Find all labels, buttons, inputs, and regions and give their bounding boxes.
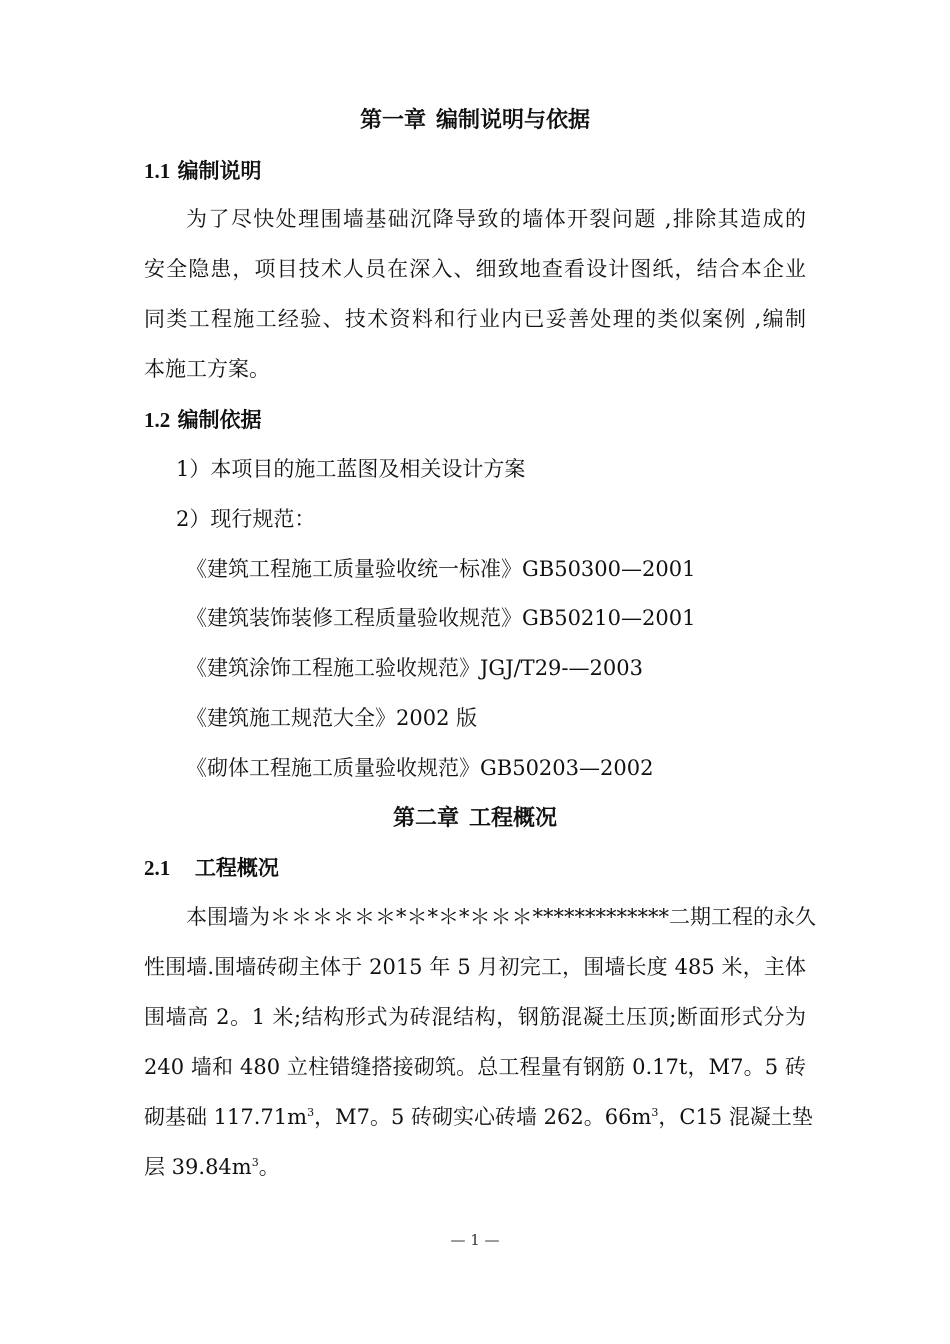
chapter-2-heading — [0, 807, 950, 829]
paragraph-2-line-2: 性围墙.围墙砖砌主体于 2015 年 5 月初完工，围墙长度 485 米，主体 — [144, 955, 806, 979]
paragraph-2-line-5-part-a: 砌基础 117.71m — [144, 1105, 308, 1129]
paragraph-1-line-1: 为了尽快处理围墙基础沉降导致的墙体开裂问题 ,排除其造成的 — [186, 207, 806, 231]
paragraph-2-line-3: 围墙高 2。1 米;结构形式为砖混结构，钢筋混凝土压顶;断面形式分为 — [144, 1005, 806, 1029]
section-1-1-heading — [144, 160, 262, 182]
section-1-2-number: 1.2 — [144, 408, 171, 432]
section-2-1-title: 工程概况 — [194, 855, 279, 880]
cubic-superscript: 3 — [651, 1106, 659, 1119]
cubic-superscript: 3 — [251, 1156, 259, 1169]
paragraph-2-line-6-part-a: 层 39.84m — [144, 1155, 252, 1179]
basis-item-1: 1）本项目的施工蓝图及相关设计方案 — [176, 457, 526, 481]
chapter-1-title: 编制说明与依据 — [436, 107, 591, 133]
section-2-1-heading — [144, 857, 279, 879]
section-1-2-title: 编制依据 — [177, 407, 262, 432]
paragraph-2-line-6-part-b: 。 — [258, 1155, 280, 1179]
section-1-2-heading — [144, 409, 262, 431]
paragraph-1-line-2: 安全隐患，项目技术人员在深入、细致地查看设计图纸，结合本企业 — [144, 257, 806, 281]
paragraph-2-line-5 — [144, 1105, 813, 1129]
standard-item: 《建筑工程施工质量验收统一标准》GB50300—2001 — [186, 557, 696, 581]
paragraph-2-line-6 — [144, 1157, 280, 1178]
chapter-2-title: 工程概况 — [469, 805, 558, 831]
standard-item: 《建筑施工规范大全》2002 版 — [186, 706, 478, 730]
paragraph-2-line-4: 240 墙和 480 立柱错缝搭接砌筑。总工程量有钢筋 0.17t，M7。5 砖 — [144, 1055, 806, 1079]
page-number: — 1 — — [450, 1231, 500, 1249]
paragraph-2-line-5-part-b: ，M7。5 砖砌实心砖墙 262。66m — [314, 1105, 652, 1129]
chapter-1-label: 第一章 — [359, 107, 426, 133]
section-1-1-number: 1.1 — [144, 159, 171, 183]
standard-item: 《建筑装饰装修工程质量验收规范》GB50210—2001 — [186, 606, 696, 630]
section-2-1-number: 2.1 — [144, 856, 171, 880]
paragraph-1-line-4: 本施工方案。 — [144, 357, 270, 381]
standard-item: 《建筑涂饰工程施工验收规范》JGJ/T29-—2003 — [186, 656, 643, 680]
chapter-2-label: 第二章 — [392, 805, 459, 831]
paragraph-2-line-5-part-c: ，C15 混凝土垫 — [658, 1105, 813, 1129]
section-1-1-title: 编制说明 — [177, 158, 262, 183]
cubic-superscript: 3 — [307, 1106, 315, 1119]
standard-item: 《砌体工程施工质量验收规范》GB50203—2002 — [186, 756, 654, 780]
paragraph-1-line-3: 同类工程施工经验、技术资料和行业内已妥善处理的类似案例 ,编制 — [144, 307, 806, 331]
chapter-1-heading — [0, 109, 950, 131]
paragraph-2-line-1: 本围墙为＊＊＊＊＊＊*＊*＊*＊＊＊*************二期工程的永久 — [186, 905, 816, 929]
basis-item-2: 2）现行规范： — [176, 507, 316, 531]
